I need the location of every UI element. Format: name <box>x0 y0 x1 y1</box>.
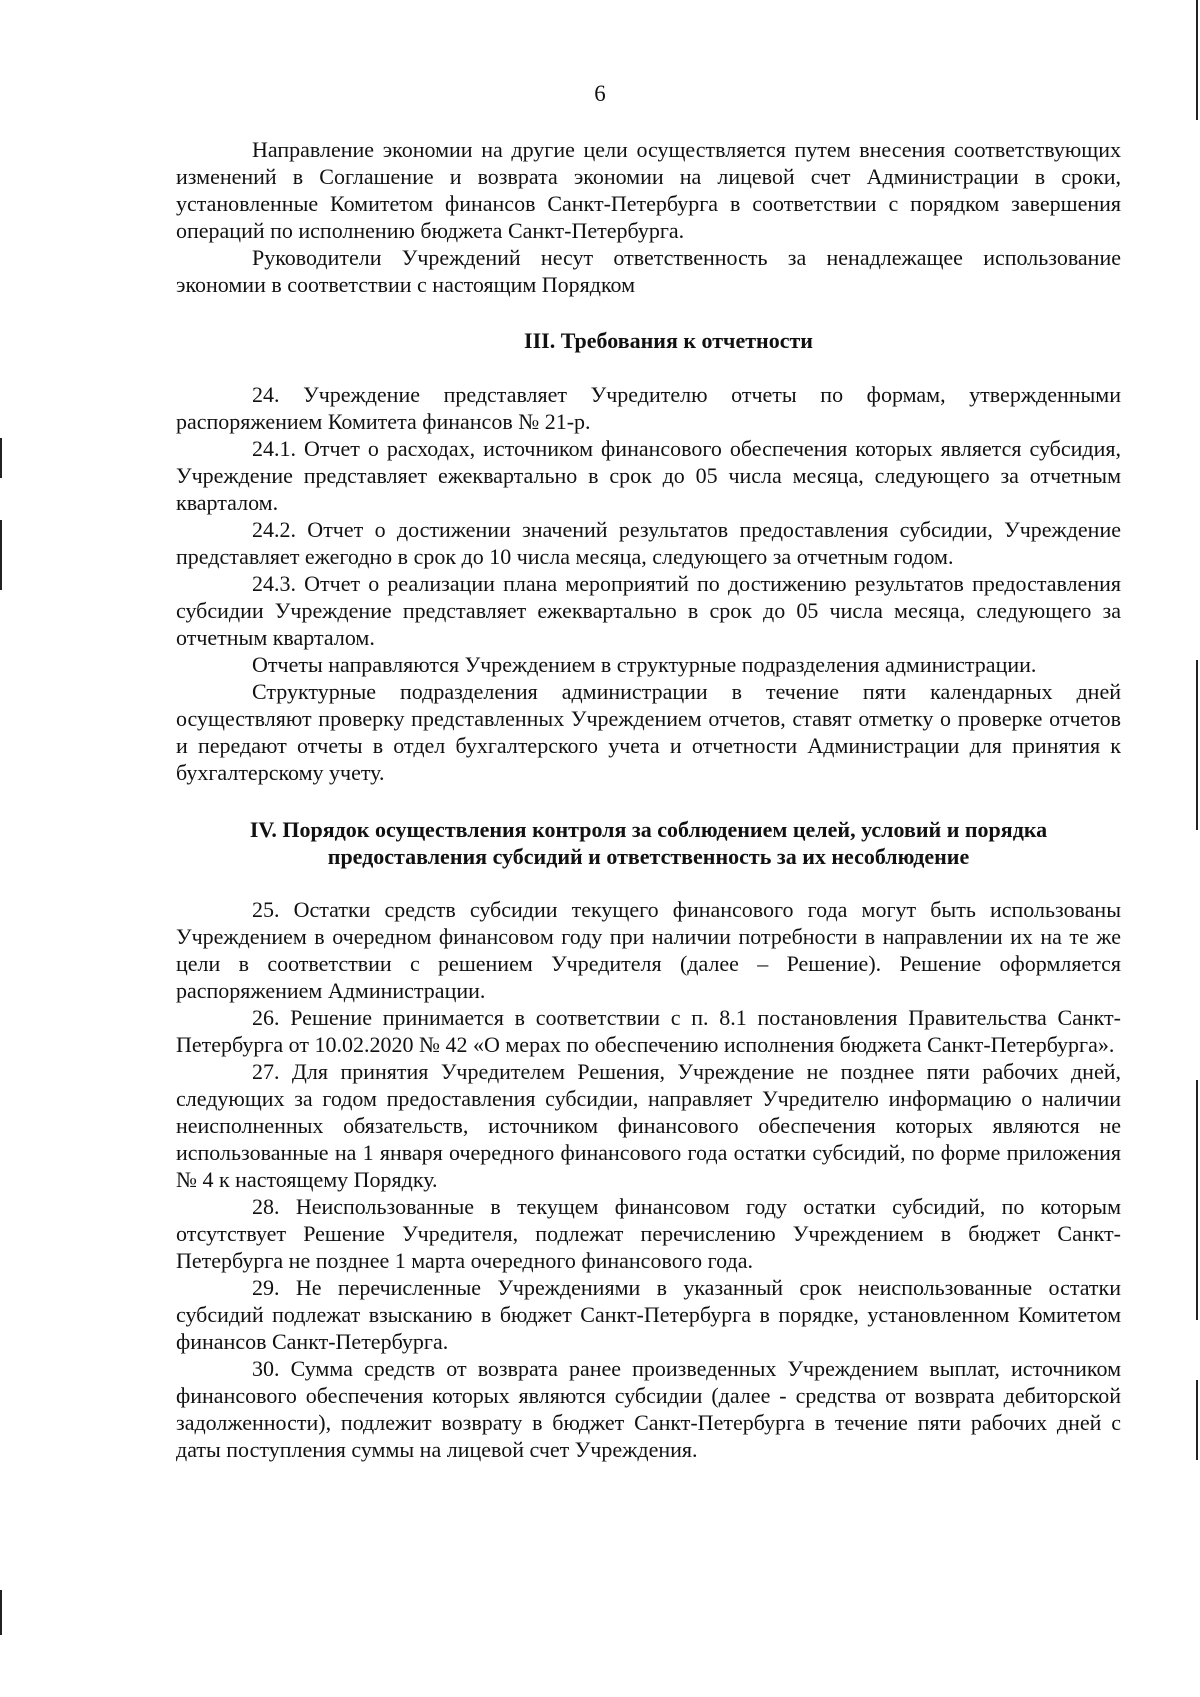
paragraph-25: 25. Остатки средств субсидии текущего финансового года могут быть использованы Учреждением в очередном финансовом году при наличии потребности в направлении их на те же цели в соответствии с решением Учредителя (далее – Решение). Решение оформляется распоряжением Администрации. <box>176 897 1121 1003</box>
paragraph-29: 29. Не перечисленные Учреждениями в указанный срок неиспользованные остатки субсидий подлежат взысканию в бюджет Санкт-Петербурга в порядке, установленном Комитетом финансов Санкт-Петербурга. <box>176 1275 1121 1354</box>
paragraph-30: 30. Сумма средств от возврата ранее произведенных Учреждением выплат, источником финансового обеспечения которых являются субсидии (далее - средства от возврата дебиторской задолженности), подлежит возврату в бюджет Санкт-Петербурга в течение пяти рабочих дней с даты поступления суммы на лицевой счет Учреждения. <box>176 1356 1121 1462</box>
paragraph-24-2: 24.2. Отчет о достижении значений результатов предоставления субсидии, Учреждение представляет ежегодно в срок до 10 числа месяца, следующего за отчетным годом. <box>176 517 1121 569</box>
scan-edge-mark-right-4 <box>1196 1380 1198 1460</box>
paragraph-26: 26. Решение принимается в соответствии с п. 8.1 постановления Правительства Санкт-Петербурга от 10.02.2020 № 42 «О мерах по обеспечению исполнения бюджета Санкт-Петербурга». <box>176 1005 1121 1057</box>
section-4-title-line-1: IV. Порядок осуществления контроля за соблюдением целей, условий и порядка <box>249 817 1048 842</box>
scan-edge-mark-left-1 <box>0 438 2 478</box>
paragraph-economy-direction: Направление экономии на другие цели осуществляется путем внесения соответствующих изменений в Соглашение и возврата экономии на лицевой счет Администрации в сроки, установленные Комитетом финансов Санкт-Петербурга в соответствии с порядком завершения операций по исполнению бюджета Санкт-Петербурга. <box>176 137 1121 243</box>
paragraph-reports-sent: Отчеты направляются Учреждением в структурные подразделения администрации. <box>252 652 1037 677</box>
section-3-title: III. Требования к отчетности <box>524 328 813 353</box>
section-4-title <box>176 816 1121 870</box>
document-body <box>176 136 1121 1463</box>
paragraph-27: 27. Для принятия Учредителем Решения, Учреждение не позднее пяти рабочих дней, следующих за годом предоставления субсидии, направляет Учредителю информацию о наличии неисполненных обязательств, источником финансового обеспечения которых являются не использованные на 1 января очередного финансового года остатки субсидий, по форме приложения № 4 к настоящему Порядку. <box>176 1059 1121 1192</box>
paragraph-24-3: 24.3. Отчет о реализации плана мероприятий по достижению результатов предоставления субсидии Учреждение представляет ежеквартально в срок до 05 числа месяца, следующего за отчетным кварталом. <box>176 571 1121 650</box>
paragraph-reports-check: Структурные подразделения администрации в течение пяти календарных дней осуществляют проверку представленных Учреждением отчетов, ставят отметку о проверке отчетов и передают отчеты в отдел бухгалтерского учета и отчетности Администрации для принятия к бухгалтерскому учету. <box>176 679 1121 785</box>
section-4-title-line-2: предоставления субсидий и ответственность за их несоблюдение <box>327 844 970 869</box>
page-number: 6 <box>594 81 606 106</box>
scan-edge-mark-left-3 <box>0 1590 2 1635</box>
paragraph-24: 24. Учреждение представляет Учредителю отчеты по формам, утвержденными распоряжением Комитета финансов № 21-р. <box>176 382 1121 434</box>
scan-edge-mark-left-2 <box>0 520 2 590</box>
scan-edge-mark-right-3 <box>1196 1080 1198 1320</box>
paragraph-28: 28. Неиспользованные в текущем финансовом году остатки субсидий, по которым отсутствует Решение Учредителя, подлежат перечислению Учреждением в бюджет Санкт-Петербурга не позднее 1 марта очередного финансового года. <box>176 1194 1121 1273</box>
scan-edge-mark-right-2 <box>1196 660 1198 830</box>
paragraph-heads-responsibility: Руководители Учреждений несут ответственность за ненадлежащее использование экономии в соответствии с настоящим Порядком <box>176 245 1121 297</box>
scan-edge-mark-right-1 <box>1196 0 1198 120</box>
paragraph-24-1: 24.1. Отчет о расходах, источником финансового обеспечения которых является субсидия, Учреждение представляет ежеквартально в срок до 05 числа месяца, следующего за отчетным кварталом. <box>176 436 1121 515</box>
